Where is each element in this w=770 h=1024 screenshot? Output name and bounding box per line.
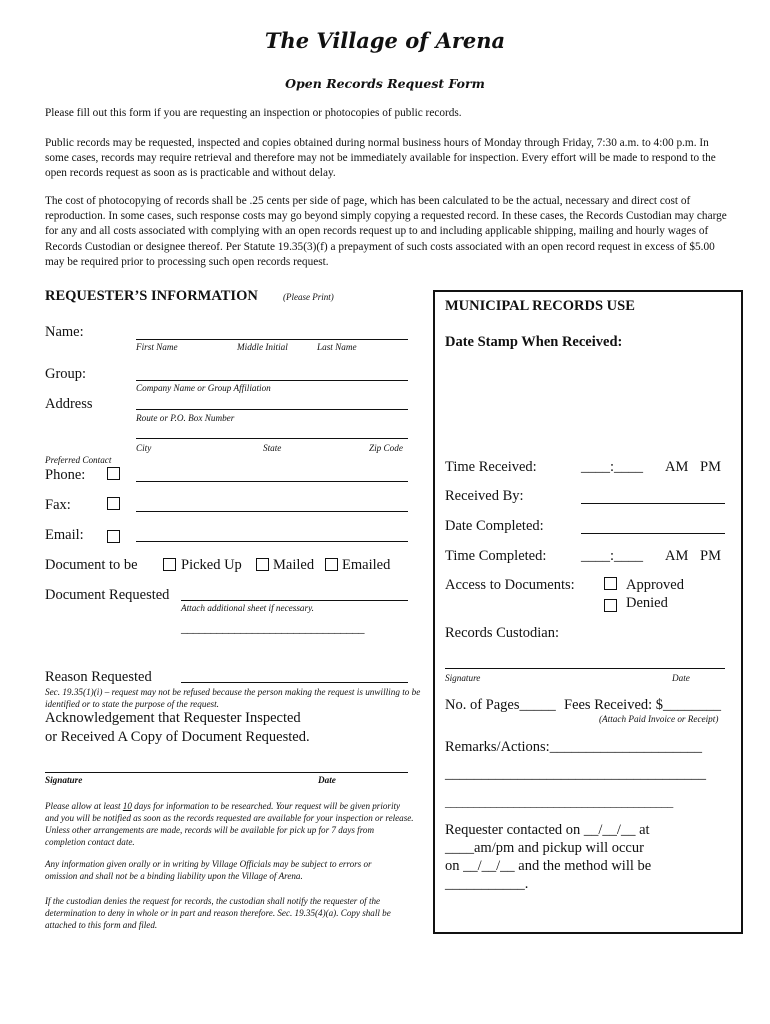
name-label: Name:: [45, 324, 84, 340]
custodian-signature-input[interactable]: [445, 652, 725, 668]
date-completed-line: [581, 533, 725, 534]
document-to-be-label: Document to be: [45, 557, 138, 573]
phone-line: [136, 481, 408, 482]
phone-checkbox[interactable]: [107, 467, 120, 480]
requester-signature-line: [45, 772, 408, 773]
records-custodian-label: Records Custodian:: [445, 625, 559, 641]
received-by-label: Received By:: [445, 488, 524, 504]
time-received-pm[interactable]: PM: [700, 459, 721, 475]
please-print-note: (Please Print): [283, 292, 334, 302]
access-to-documents-label: Access to Documents:: [445, 577, 575, 593]
document-requested-line: [181, 600, 408, 601]
date-completed-label: Date Completed:: [445, 518, 544, 534]
form-title: The Village of Arena: [264, 28, 506, 53]
requester-contacted-line-3: on __/__/__ and the method will be: [445, 858, 652, 874]
name-line: [136, 339, 408, 340]
zip-caption: Zip Code: [369, 443, 403, 453]
emailed-label: Emailed: [342, 557, 391, 573]
reason-requested-label: Reason Requested: [45, 669, 152, 685]
city-caption: City: [136, 443, 152, 453]
document-requested-input[interactable]: [181, 584, 408, 600]
intro-paragraph-1: Please fill out this form if you are requesting an inspection or photocopies of public records.: [45, 107, 462, 119]
acknowledgement-line-2: or Received A Copy of Document Requested.: [45, 729, 310, 745]
time-completed-pm[interactable]: PM: [700, 548, 721, 564]
date-stamp-label: Date Stamp When Received:: [445, 334, 623, 350]
form-subtitle: Open Records Request Form: [285, 76, 485, 91]
attach-invoice-note: (Attach Paid Invoice or Receipt): [599, 714, 719, 724]
acknowledgement-line-1: Acknowledgement that Requester Inspected: [45, 710, 301, 726]
phone-label: Phone:: [45, 467, 86, 483]
route-caption: Route or P.O. Box Number: [136, 413, 235, 423]
fax-input[interactable]: [136, 495, 408, 511]
mailed-label: Mailed: [273, 557, 315, 573]
fax-label: Fax:: [45, 497, 71, 513]
preferred-contact-label: Preferred Contact: [45, 455, 112, 465]
address-route-input[interactable]: [136, 393, 408, 409]
group-label: Group:: [45, 366, 87, 382]
address-city-line: [136, 438, 408, 439]
custodian-signature-line: [445, 668, 725, 669]
approved-checkbox[interactable]: [604, 577, 617, 590]
middle-initial-caption: Middle Initial: [237, 342, 288, 352]
first-name-caption: First Name: [136, 342, 178, 352]
received-by-input[interactable]: [581, 487, 725, 503]
municipal-heading: MUNICIPAL RECORDS USE: [445, 298, 635, 314]
requester-signature-caption: Signature: [45, 775, 83, 785]
last-name-caption: Last Name: [317, 342, 357, 352]
attach-sheet-note: Attach additional sheet if necessary.: [181, 603, 314, 613]
requester-contacted-line-4: ___________.: [445, 876, 529, 892]
fees-received-label: Fees Received: $________: [564, 697, 722, 713]
time-received-am[interactable]: AM: [665, 459, 689, 475]
picked-up-label: Picked Up: [181, 557, 242, 573]
address-city-input[interactable]: [136, 422, 408, 438]
time-completed-am[interactable]: AM: [665, 548, 689, 564]
time-received-blank: ____:____: [581, 459, 644, 475]
email-input[interactable]: [136, 525, 408, 541]
document-requested-label: Document Requested: [45, 587, 170, 603]
denied-checkbox[interactable]: [604, 599, 617, 612]
phone-input[interactable]: [136, 465, 408, 481]
intro-paragraph-2: Public records may be requested, inspected and copies obtained during normal business hours of Monday through Friday, 7:30 a.m. to 4:00 p.m. In some cases, records may require retrieval and therefore may not be immediately available for inspection. Every effort will be made to respond to the open records request as soon as is practicable and without delay.: [45, 137, 716, 180]
document-requested-extra-line: _______________________________: [181, 620, 364, 635]
address-route-line: [136, 409, 408, 410]
requester-date-caption: Date: [318, 775, 336, 785]
address-label: Address: [45, 396, 93, 412]
denial-note: If the custodian denies the request for records, the custodian shall notify the requester of the determination to deny in whole or in part and reason therefore. Sec. 19.35(4)(a). Copy shall be attached to this form and filed.: [45, 896, 391, 930]
research-time-note: Please allow at least 10 days for information to be researched. Your request will be given priority and you will be notified as soon as the records requested are available for your inspection or release. Unless other arrangements are made, records will be available for pick up for 7 days from completion contact date.: [45, 801, 414, 847]
requester-contacted-line-1: Requester contacted on __/__/__ at: [445, 822, 650, 838]
remarks-label: Remarks/Actions:_____________________: [445, 739, 702, 755]
reason-requested-line: [181, 682, 408, 683]
group-caption: Company Name or Group Affiliation: [136, 383, 271, 393]
group-input[interactable]: [136, 364, 408, 380]
pages-label: No. of Pages_____: [445, 697, 556, 713]
email-line: [136, 541, 408, 542]
fax-line: [136, 511, 408, 512]
reason-statute-note: Sec. 19.35(1)(i) – request may not be refused because the person making the request is unwilling to be identified or to state the purpose of the request.: [45, 687, 421, 709]
time-completed-blank: ____:____: [581, 548, 644, 564]
mailed-checkbox[interactable]: [256, 558, 269, 571]
email-label: Email:: [45, 527, 84, 543]
time-received-label: Time Received:: [445, 459, 537, 475]
email-checkbox[interactable]: [107, 530, 120, 543]
group-line: [136, 380, 408, 381]
approved-label: Approved: [626, 577, 684, 593]
liability-note: Any information given orally or in writing by Village Officials may be subject to errors or omission and shall not be a binding liability upon the Village of Arena.: [45, 859, 372, 881]
requester-heading: REQUESTER’S INFORMATION: [45, 288, 258, 304]
remarks-line-2: ____________________________________: [445, 766, 706, 782]
intro-paragraph-3: The cost of photocopying of records shall be .25 cents per side of page, which has been calculated to be the actual, necessary and direct cost of reproduction. In some cases, such response costs may go beyond simply copying a requested record. In these cases, the Records Custodian may charge for any and all costs associated with complying with an open records request up to and including applicable shipping, mailing and hourly wages of Records Custodian or designee thereof. Per Statute 19.35(3)(f) a prepayment of such costs associated with an open record request in excess of $5.00 may be required prior to processing such open records request.: [45, 195, 727, 268]
remarks-line-3: ________________________________________: [445, 795, 674, 809]
picked-up-checkbox[interactable]: [163, 558, 176, 571]
date-completed-input[interactable]: [581, 517, 725, 533]
reason-requested-input[interactable]: [181, 666, 408, 682]
state-caption: State: [263, 443, 282, 453]
received-by-line: [581, 503, 725, 504]
fax-checkbox[interactable]: [107, 497, 120, 510]
custodian-date-caption: Date: [672, 673, 690, 683]
requester-contacted-line-2: ____am/pm and pickup will occur: [445, 840, 644, 856]
emailed-checkbox[interactable]: [325, 558, 338, 571]
requester-signature-input[interactable]: [45, 756, 408, 772]
name-input[interactable]: [136, 323, 408, 339]
denied-label: Denied: [626, 595, 668, 611]
time-completed-label: Time Completed:: [445, 548, 547, 564]
custodian-signature-caption: Signature: [445, 673, 481, 683]
